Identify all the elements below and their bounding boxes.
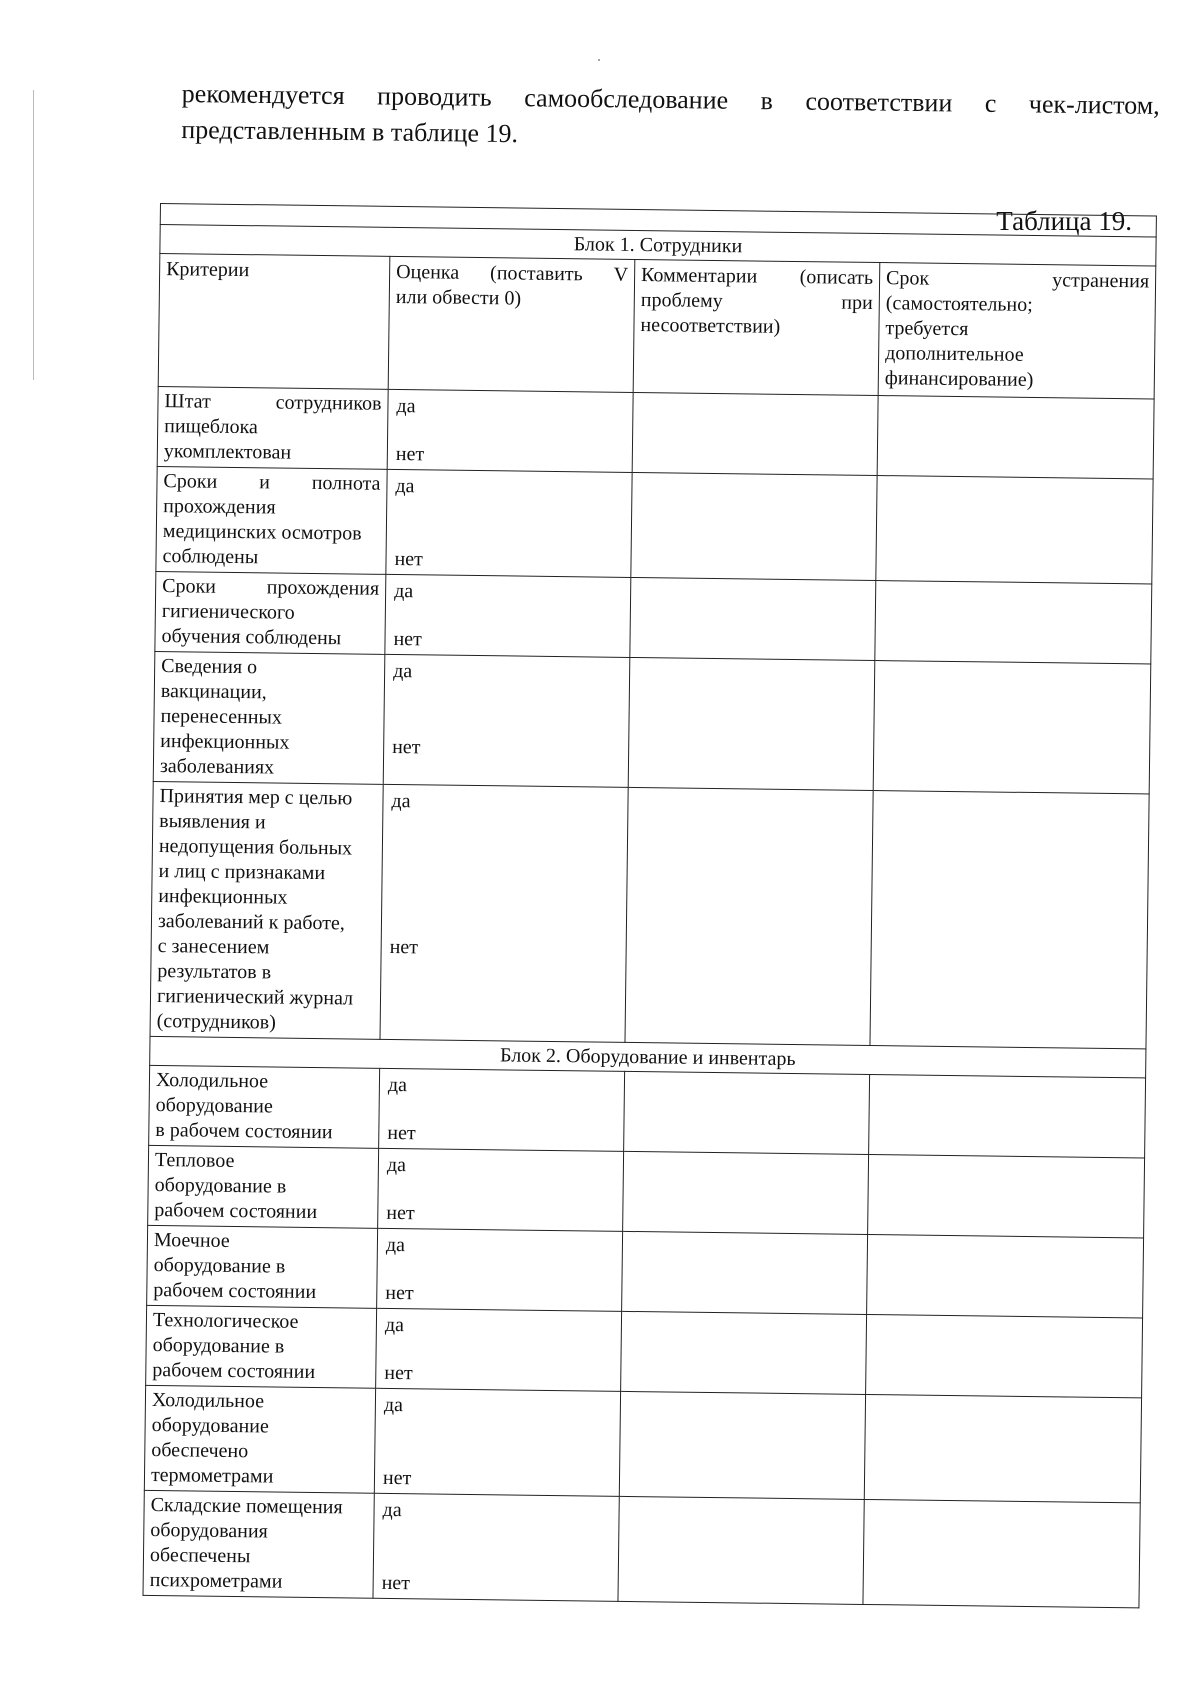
criterion-line: Сроки прохождения	[162, 575, 380, 600]
checklist-row	[143, 1490, 1140, 1608]
comment-cell[interactable]	[625, 787, 873, 1045]
criterion-line: оборудование в	[153, 1254, 286, 1278]
criterion-line: оборудование	[151, 1413, 269, 1438]
checklist-row	[155, 571, 1152, 664]
criterion-cell	[146, 1305, 377, 1388]
criterion-line: перенесенных	[160, 705, 283, 729]
deadline-cell[interactable]	[869, 1074, 1146, 1157]
header-evaluation-line: или обвести 0)	[395, 285, 522, 310]
criterion-line: рабочем состоянии	[154, 1199, 318, 1224]
criterion-cell	[147, 1225, 378, 1308]
criterion-line: оборудование в	[154, 1174, 287, 1198]
header-deadline	[878, 263, 1156, 399]
header-deadline-line: требуется	[885, 317, 969, 341]
criterion-line: обеспечено	[151, 1438, 249, 1463]
criterion-cell	[155, 571, 386, 654]
answer-no[interactable]: нет	[393, 627, 423, 651]
criterion-cell	[149, 1065, 380, 1148]
header-comments-line: Комментарии (описать	[640, 264, 874, 289]
deadline-cell[interactable]	[870, 791, 1149, 1049]
answer-yes[interactable]: да	[394, 579, 414, 603]
comment-cell[interactable]	[619, 1391, 865, 1499]
comment-cell[interactable]	[618, 1496, 864, 1604]
criterion-cell	[153, 651, 385, 784]
criterion-line: укомплектован	[163, 440, 292, 464]
deadline-cell[interactable]	[868, 1154, 1145, 1237]
answer-yes[interactable]: да	[384, 1313, 405, 1337]
answer-yes[interactable]: да	[382, 1498, 402, 1522]
deadline-cell[interactable]	[876, 476, 1153, 584]
comment-cell[interactable]	[623, 1151, 869, 1234]
comment-cell[interactable]	[630, 577, 876, 660]
answer-no[interactable]: нет	[382, 1466, 412, 1490]
answer-no[interactable]: нет	[385, 1281, 414, 1305]
checklist-row	[146, 1305, 1143, 1398]
header-comments-line: проблему при	[640, 289, 873, 314]
criterion-cell	[148, 1145, 379, 1228]
criterion-line: Холодильное	[155, 1069, 269, 1093]
deadline-cell[interactable]	[873, 661, 1151, 794]
criterion-line: Сроки и полнота	[163, 470, 381, 495]
evaluation-cell[interactable]	[379, 1068, 625, 1151]
criterion-cell	[156, 466, 387, 574]
comment-cell[interactable]	[632, 392, 878, 475]
criterion-line: инфекционных	[160, 730, 290, 754]
header-criteria-label: Критерии	[166, 258, 250, 282]
comment-cell[interactable]	[624, 1071, 870, 1154]
answer-no[interactable]: нет	[392, 735, 421, 759]
evaluation-cell[interactable]	[376, 1308, 622, 1391]
header-comments	[633, 259, 880, 395]
criterion-line: психрометрами	[149, 1568, 283, 1593]
criterion-line: оборудование	[155, 1094, 273, 1118]
criterion-line: оборудования	[150, 1518, 268, 1543]
header-criteria	[158, 254, 390, 390]
criterion-line: термометрами	[150, 1463, 274, 1488]
comment-cell[interactable]	[622, 1231, 868, 1314]
comment-cell[interactable]	[631, 472, 877, 580]
comment-cell[interactable]	[621, 1311, 867, 1394]
checklist-row	[150, 781, 1149, 1048]
deadline-cell[interactable]	[864, 1394, 1141, 1502]
header-deadline-line: дополнительное	[885, 342, 1024, 366]
criterion-line: гигиенического	[161, 600, 295, 624]
block-title: Блок 1. Сотрудники	[160, 225, 1156, 267]
criterion-line: обучения соблюдены	[161, 625, 342, 650]
criterion-cell	[157, 386, 388, 469]
criterion-cell	[150, 781, 383, 1039]
block-title: Блок 2. Оборудование и инвентарь	[150, 1036, 1146, 1078]
criterion-line: инфекционных	[158, 885, 288, 909]
evaluation-cell[interactable]	[377, 1228, 623, 1311]
criterion-cell	[143, 1490, 374, 1598]
intro-line-1: рекомендуется проводить самообследование в соответствии с чек-листом,	[181, 78, 1160, 120]
checklist-row	[149, 1065, 1146, 1158]
evaluation-cell[interactable]	[380, 784, 628, 1042]
criterion-line: Складские помещения	[150, 1493, 343, 1519]
answer-yes[interactable]: да	[387, 1073, 408, 1097]
answer-no[interactable]: нет	[387, 1121, 416, 1145]
checklist-row	[157, 386, 1154, 479]
deadline-cell[interactable]	[863, 1499, 1140, 1607]
criterion-line: вакцинации,	[160, 680, 267, 704]
criterion-line: (сотрудников)	[156, 1010, 276, 1034]
criterion-line: заболеваний к работе,	[157, 910, 345, 935]
answer-yes[interactable]: да	[386, 1153, 407, 1177]
deadline-cell[interactable]	[866, 1314, 1143, 1397]
criterion-line: рабочем состоянии	[153, 1279, 317, 1304]
answer-yes[interactable]: да	[395, 474, 415, 498]
header-deadline-line: (самостоятельно;	[885, 292, 1033, 316]
checklist-table-wrap	[142, 203, 1155, 1608]
deadline-cell[interactable]	[867, 1234, 1144, 1317]
header-comments-line: несоответствии)	[640, 314, 781, 338]
criterion-line: в рабочем состоянии	[155, 1119, 333, 1144]
header-evaluation	[388, 256, 635, 392]
answer-no[interactable]: нет	[384, 1361, 413, 1385]
comment-cell[interactable]	[628, 657, 875, 790]
checklist-row	[147, 1225, 1144, 1318]
header-evaluation-line: Оценка (поставить V	[396, 260, 629, 286]
evaluation-cell[interactable]	[383, 654, 630, 787]
evaluation-cell[interactable]	[386, 469, 632, 577]
checklist-row	[148, 1145, 1145, 1238]
header-row	[158, 254, 1156, 400]
deadline-cell[interactable]	[877, 396, 1154, 479]
criterion-line: прохождения	[163, 495, 276, 519]
criterion-line: заболеваниях	[159, 755, 275, 779]
checklist-row	[144, 1385, 1141, 1503]
checklist-table	[142, 203, 1156, 1608]
criterion-line: выявления и	[159, 810, 266, 834]
evaluation-cell[interactable]	[373, 1493, 619, 1601]
criterion-line: Моечное	[153, 1229, 230, 1252]
checklist-row	[156, 466, 1153, 584]
criterion-line: гигиенический журнал	[156, 985, 354, 1010]
criterion-line: Технологическое	[152, 1309, 299, 1333]
evaluation-cell[interactable]	[387, 389, 633, 472]
answer-yes[interactable]: да	[396, 394, 416, 418]
criterion-line: и лиц с признаками	[158, 860, 326, 885]
answer-yes[interactable]: да	[385, 1233, 406, 1257]
criterion-line: Холодильное	[151, 1388, 265, 1413]
criterion-line: обеспечены	[149, 1543, 251, 1568]
deadline-cell[interactable]	[875, 581, 1152, 664]
scan-margin-line	[33, 90, 34, 380]
evaluation-cell[interactable]	[378, 1148, 624, 1231]
criterion-line: рабочем состоянии	[152, 1358, 316, 1384]
criterion-line: оборудование в	[152, 1333, 285, 1358]
evaluation-cell[interactable]	[385, 574, 631, 657]
answer-yes[interactable]: да	[391, 789, 411, 813]
answer-no[interactable]: нет	[386, 1201, 415, 1225]
criterion-line: недопущения больных	[158, 835, 353, 860]
criterion-line: с занесением	[157, 935, 270, 959]
header-deadline-line: Срок устранения	[885, 267, 1150, 293]
criterion-line: Принятия мер с целью	[159, 785, 353, 810]
checklist-row	[153, 651, 1151, 794]
answer-yes[interactable]: да	[392, 659, 413, 683]
criterion-cell	[144, 1385, 375, 1493]
answer-no[interactable]: нет	[389, 935, 419, 959]
scan-speck	[598, 59, 600, 61]
criterion-line: медицинских осмотров	[162, 520, 362, 545]
intro-line-2: представленным в таблице 19.	[181, 114, 519, 149]
answer-no[interactable]: нет	[395, 442, 425, 466]
criterion-line: Штат сотрудников	[164, 390, 382, 415]
header-deadline-line: финансирование)	[884, 367, 1034, 391]
criterion-line: пищеблока	[164, 415, 258, 439]
answer-yes[interactable]: да	[383, 1393, 404, 1417]
evaluation-cell[interactable]	[374, 1388, 620, 1496]
criterion-line: Сведения о	[161, 655, 258, 679]
answer-no[interactable]: нет	[394, 547, 424, 571]
criterion-line: Тепловое	[154, 1149, 235, 1173]
criterion-line: соблюдены	[162, 545, 259, 569]
table-caption: Таблица 19.	[996, 206, 1132, 236]
answer-no[interactable]: нет	[381, 1571, 411, 1595]
criterion-line: результатов в	[157, 960, 272, 984]
intro-paragraph	[181, 76, 1160, 160]
